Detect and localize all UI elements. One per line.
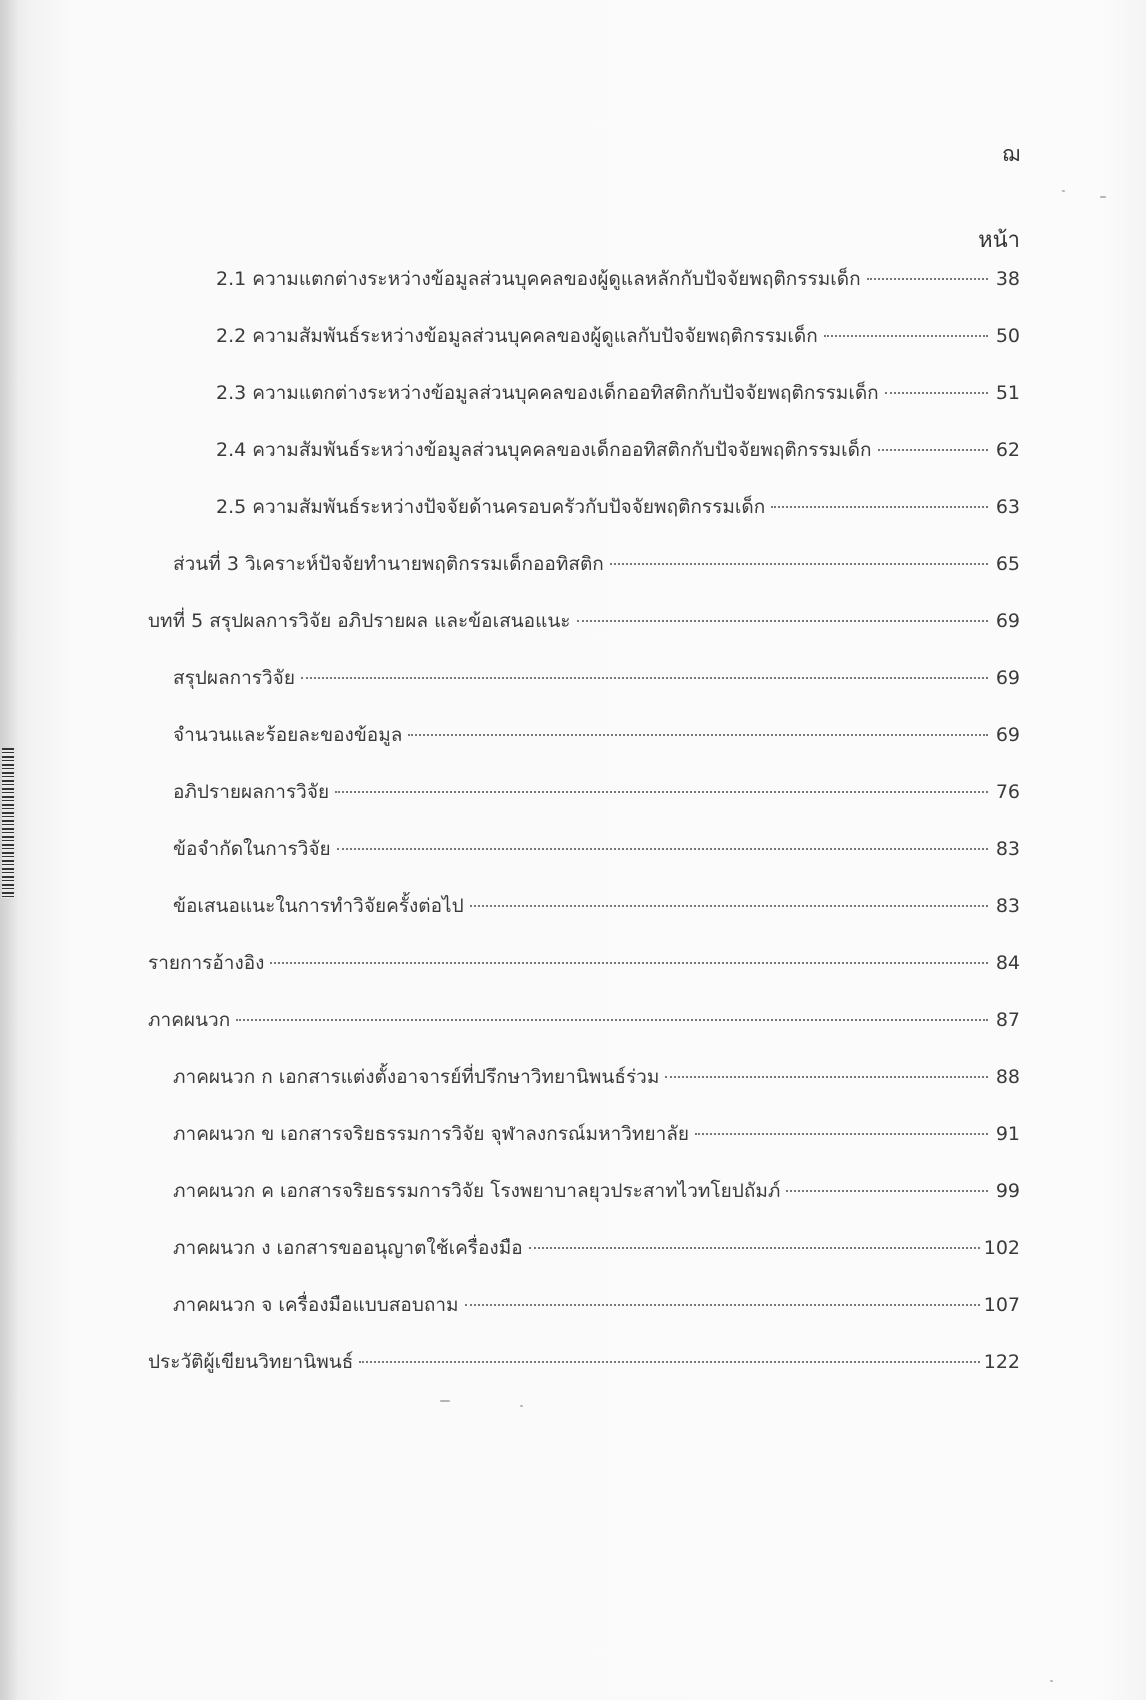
toc-entry (148, 606, 1020, 663)
toc-entry-page: 99 (995, 1180, 1020, 1202)
dot-leader (337, 848, 988, 850)
dot-leader (236, 1019, 988, 1021)
toc-entry-title: ภาคผนวก (148, 1009, 231, 1031)
dot-leader (470, 905, 988, 907)
scan-speck (1062, 190, 1065, 192)
toc-entry-page: 65 (995, 553, 1020, 575)
toc-entry-title: ภาคผนวก ง เอกสารขออนุญาตใช้เครื่องมือ (173, 1237, 523, 1259)
dot-leader (878, 449, 988, 451)
toc-entry (148, 777, 1020, 834)
toc-entry-title: ภาคผนวก จ เครื่องมือแบบสอบถาม (173, 1294, 459, 1316)
toc-entry-page: 63 (995, 496, 1020, 518)
toc-entry-title: ภาคผนวก ค เอกสารจริยธรรมการวิจัย โรงพยาบาลยุวประสาทไวทโยปถัมภ์ (173, 1180, 781, 1202)
page-column-heading: หน้า (978, 228, 1020, 253)
dot-leader (885, 392, 988, 394)
toc-entry-page: 88 (995, 1066, 1020, 1088)
dot-leader (824, 335, 988, 337)
barcode-strip (2, 748, 14, 898)
toc-entry (148, 891, 1020, 948)
dot-leader (786, 1190, 988, 1192)
toc-entry-title: 2.4 ความสัมพันธ์ระหว่างข้อมูลส่วนบุคคลของเด็กออทิสติกกับปัจจัยพฤติกรรมเด็ก (216, 439, 872, 461)
dot-leader (665, 1076, 988, 1078)
toc-entry (148, 1290, 1020, 1347)
toc-entry-title: ข้อจำกัดในการวิจัย (173, 838, 331, 860)
dot-leader (301, 677, 988, 679)
toc-entry-page: 102 (983, 1237, 1020, 1259)
toc-entry (148, 1119, 1020, 1176)
toc-entry-page: 76 (995, 781, 1020, 803)
toc-entry (148, 264, 1020, 321)
toc-entry (148, 549, 1020, 606)
toc-entry-title: 2.1 ความแตกต่างระหว่างข้อมูลส่วนบุคคลของผู้ดูแลหลักกับปัจจัยพฤติกรรมเด็ก (216, 268, 861, 290)
toc-entry-page: 69 (995, 610, 1020, 632)
toc-entry-page: 107 (983, 1294, 1020, 1316)
toc-entry-page: 50 (995, 325, 1020, 347)
toc-entry (148, 321, 1020, 378)
dot-leader (695, 1133, 988, 1135)
dot-leader (867, 278, 988, 280)
toc-entry (148, 378, 1020, 435)
toc-entry (148, 663, 1020, 720)
toc-entry-page: 83 (995, 838, 1020, 860)
toc-entry (148, 948, 1020, 1005)
toc-entry-title: 2.5 ความสัมพันธ์ระหว่างปัจจัยด้านครอบครัวกับปัจจัยพฤติกรรมเด็ก (216, 496, 766, 518)
toc-entry (148, 435, 1020, 492)
toc-entry-title: ข้อเสนอแนะในการทำวิจัยครั้งต่อไป (173, 895, 464, 917)
toc-entry-title: 2.2 ความสัมพันธ์ระหว่างข้อมูลส่วนบุคคลของผู้ดูแลกับปัจจัยพฤติกรรมเด็ก (216, 325, 818, 347)
toc-entry-page: 83 (995, 895, 1020, 917)
dot-leader (577, 620, 988, 622)
toc-entry-title: 2.3 ความแตกต่างระหว่างข้อมูลส่วนบุคคลของเด็กออทิสติกกับปัจจัยพฤติกรรมเด็ก (216, 382, 879, 404)
table-of-contents (148, 264, 1020, 1404)
toc-entry-title: สรุปผลการวิจัย (173, 667, 295, 689)
dot-leader (359, 1361, 979, 1363)
toc-entry (148, 492, 1020, 549)
toc-entry (148, 1233, 1020, 1290)
toc-entry (148, 1062, 1020, 1119)
toc-entry-page: 38 (995, 268, 1020, 290)
dot-leader (465, 1304, 980, 1306)
scan-speck (1050, 1680, 1053, 1682)
toc-entry (148, 1005, 1020, 1062)
toc-entry-title: ส่วนที่ 3 วิเคราะห์ปัจจัยทำนายพฤติกรรมเด็กออทิสติก (173, 553, 604, 575)
scan-speck (520, 1405, 523, 1407)
toc-entry-title: ประวัติผู้เขียนวิทยานิพนธ์ (148, 1351, 354, 1373)
toc-entry-page: 69 (995, 724, 1020, 746)
toc-entry (148, 1347, 1020, 1404)
scan-speck (1100, 196, 1106, 198)
toc-entry-title: อภิปรายผลการวิจัย (173, 781, 330, 803)
dot-leader (771, 506, 988, 508)
toc-entry-title: ภาคผนวก ก เอกสารแต่งตั้งอาจารย์ที่ปรึกษาวิทยานิพนธ์ร่วม (173, 1066, 660, 1088)
dot-leader (270, 962, 988, 964)
dot-leader (529, 1247, 980, 1249)
toc-entry-page: 87 (995, 1009, 1020, 1031)
toc-entry-title: บทที่ 5 สรุปผลการวิจัย อภิปรายผล และข้อเสนอแนะ (148, 610, 571, 632)
dot-leader (335, 791, 988, 793)
toc-entry-page: 51 (995, 382, 1020, 404)
toc-entry (148, 1176, 1020, 1233)
toc-entry-page: 69 (995, 667, 1020, 689)
toc-entry (148, 720, 1020, 777)
toc-entry-title: ภาคผนวก ข เอกสารจริยธรรมการวิจัย จุฬาลงกรณ์มหาวิทยาลัย (173, 1123, 690, 1145)
dot-leader (408, 734, 988, 736)
toc-entry-page: 84 (995, 952, 1020, 974)
toc-entry-page: 91 (995, 1123, 1020, 1145)
toc-entry-page: 122 (983, 1351, 1020, 1373)
toc-entry-title: รายการอ้างอิง (148, 952, 265, 974)
dot-leader (610, 563, 988, 565)
toc-entry (148, 834, 1020, 891)
toc-entry-page: 62 (995, 439, 1020, 461)
page-marker: ฌ (1002, 142, 1020, 166)
toc-entry-title: จำนวนและร้อยละของข้อมูล (173, 724, 403, 746)
